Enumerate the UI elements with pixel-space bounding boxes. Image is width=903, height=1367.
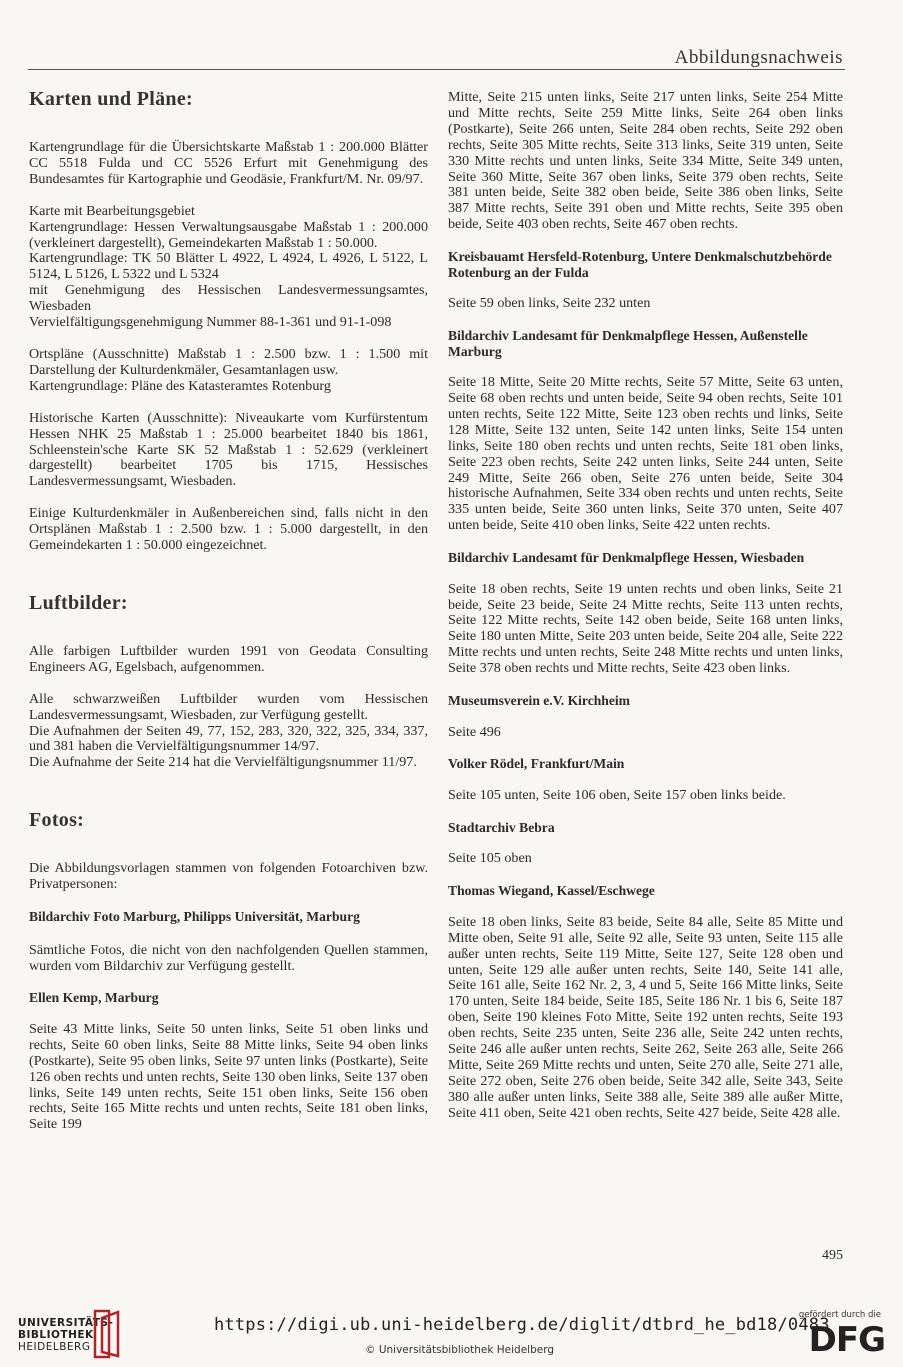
photos-paragraph-1: Die Abbildungsvorlagen stammen von folgenden Fotoarchiven bzw. Privatpersonen:	[29, 860, 428, 893]
source-heading: Bildarchiv Landesamt für Denkmalpflege Hessen, Wiesbaden	[448, 550, 805, 566]
source-heading: Thomas Wiegand, Kassel/Eschwege	[448, 883, 655, 899]
maps-paragraph-2-line-3: Kartengrundlage: TK 50 Blätter L 4922, L 4924, L 4926, L 5122, L 5124, L 5126, L 5322 und L 5324	[29, 250, 428, 283]
maps-paragraph-2-line-5: Vervielfältigungsgenehmigung Nummer 88-1-361 und 91-1-098	[29, 314, 392, 331]
library-name-line-1: UNIVERSITÄTS-	[18, 1317, 114, 1329]
maps-paragraph-3-line-1: Ortspläne (Ausschnitte) Maßstab 1 : 2.500 bzw. 1 : 1.500 mit Darstellung der Kulturdenkmäler, Gesamtanlagen usw.	[29, 345, 428, 378]
photos-section-title: Fotos:	[29, 809, 85, 832]
source-heading: Volker Rödel, Frankfurt/Main	[448, 756, 625, 772]
maps-section-title: Karten und Pläne:	[29, 88, 193, 110]
source-credits: Seite 105 unten, Seite 106 oben, Seite 157 oben links beide.	[448, 786, 786, 803]
source-credits: Seite 18 oben links, Seite 83 beide, Seite 84 alle, Seite 85 Mitte und Mitte oben, Seite 91 alle, Seite 92 alle, Seite 93 unten, Seite 115 alle außer unten rechts, Seite 119 Mitte, Seite 127, Seite 128 oben und unten, Seite 129 alle außer unten rechts, Seite 140, Seite 141 alle, Seite 161 alle, Seite 162 Nr. 2, 3, 4 und 5, Seite 166 Mitte links, Seite 170 unten, Seite 184 beide, Seite 185, Seite 186 Nr. 1 bis 6, Seite 187 oben, Seite 190 kleines Foto Mitte, Seite 192 unten rechts, Seite 193 oben rechts, Seite 235 unten, Seite 236 alle, Seite 242 unten rechts, Seite 246 alle außer unten rechts, Seite 262, Seite 263 alle, Seite 266 Mitte, Seite 269 Mitte rechts und unten, Seite 270 alle, Seite 271 alle, Seite 272 oben, Seite 276 oben beide, Seite 342 alle, Seite 343, Seite 380 alle außer unten links, Seite 388 alle, Seite 389 alle außer Mitte, Seite 411 oben, Seite 421 oben rechts, Seite 427 beide, Seite 428 alle.	[448, 913, 843, 1121]
running-title: Abbildungsnachweis	[674, 47, 843, 68]
viewer-footer	[0, 1300, 903, 1367]
maps-paragraph-3-line-2: Kartengrundlage: Pläne des Katasteramtes Rotenburg	[29, 377, 331, 394]
source-heading: Stadtarchiv Bebra	[448, 819, 555, 835]
aerial-paragraph-1: Alle farbigen Luftbilder wurden 1991 von Geodata Consulting Engineers AG, Egelsbach, aufgenommen.	[29, 642, 428, 675]
document-url-link[interactable]: https://digi.ub.uni-heidelberg.de/diglit/dtbrd_he_bd18/0483	[214, 1315, 830, 1335]
source-credits: Sämtliche Fotos, die nicht von den nachfolgenden Quellen stammen, wurden vom Bildarchiv zur Verfügung gestellt.	[29, 941, 428, 974]
dfg-logo: DFG	[808, 1320, 885, 1360]
left-column	[29, 88, 428, 1133]
source-credits: Seite 59 oben links, Seite 232 unten	[448, 295, 651, 312]
maps-paragraph-2-line-1: Karte mit Bearbeitungsgebiet	[29, 202, 195, 219]
aerial-paragraph-2-line-1: Alle schwarzweißen Luftbilder wurden vom Hessischen Landesvermessungsamt, Wiesbaden, zur Verfügung gestellt.	[29, 690, 428, 723]
source-heading: Ellen Kemp, Marburg	[29, 990, 159, 1006]
source-credits-continued: Mitte, Seite 215 unten links, Seite 217 unten links, Seite 254 Mitte und Mitte rechts, Seite 259 Mitte links, Seite 264 oben links (Postkarte), Seite 266 unten, Seite 284 oben rechts, Seite 292 oben rechts, Seite 305 Mitte rechts, Seite 313 links, Seite 319 unten, Seite 330 Mitte rechts und unten links, Seite 334 Mitte, Seite 349 unten, Seite 360 Mitte, Seite 367 oben links, Seite 379 oben rechts, Seite 381 unten beide, Seite 382 oben beide, Seite 386 oben links, Seite 387 Mitte rechts, Seite 391 oben und Mitte rechts, Seite 395 oben beide, Seite 403 oben rechts, Seite 467 oben rechts.	[448, 89, 843, 233]
aerial-section-title: Luftbilder:	[29, 591, 128, 614]
maps-paragraph-2-line-4: mit Genehmigung des Hessischen Landesvermessungsamtes, Wiesbaden	[29, 282, 428, 315]
source-credits: Seite 496	[448, 723, 501, 740]
right-column	[448, 90, 843, 1122]
source-heading: Bildarchiv Foto Marburg, Philipps Universität, Marburg	[29, 909, 360, 925]
copyright-notice: © Universitätsbibliothek Heidelberg	[365, 1344, 555, 1356]
source-heading: Museumsverein e.V. Kirchheim	[448, 693, 630, 709]
maps-paragraph-4: Historische Karten (Ausschnitte): Niveaukarte vom Kurfürstentum Hessen NHK 25 Maßstab 1 : 25.000 bearbeitet 1840 bis 1861, Schleenstein'sche Karte SK 52 Maßstab 1 : 52.629 (verkleinert dargestellt) bearbeitet 1705 bis 1715, Hessisches Landesvermessungsamt, Wiesbaden.	[29, 409, 428, 490]
source-heading: Bildarchiv Landesamt für Denkmalpflege Hessen, Außenstelle Marburg	[448, 328, 808, 359]
header-rule	[28, 69, 845, 70]
funding-note: gefördert durch die	[798, 1310, 881, 1320]
source-credits: Seite 105 oben	[448, 850, 532, 867]
maps-paragraph-2-line-2: Kartengrundlage: Hessen Verwaltungsausgabe Maßstab 1 : 200.000 (verkleinert dargestellt), Gemeindekarten Maßstab 1 : 50.000.	[29, 218, 428, 251]
source-credits: Seite 18 Mitte, Seite 20 Mitte rechts, Seite 57 Mitte, Seite 63 unten, Seite 68 oben rechts und unten beide, Seite 94 oben rechts, Seite 101 unten rechts, Seite 122 Mitte, Seite 123 oben rechts und links, Seite 128 Mitte, Seite 132 unten, Seite 142 unten links, Seite 154 unten links, Seite 180 oben rechts und unten rechts, Seite 181 oben links, Seite 223 oben rechts, Seite 242 unten links, Seite 244 unten, Seite 249 Mitte, Seite 266 oben, Seite 276 unten beide, Seite 304 historische Aufnahmen, Seite 334 oben rechts und unten rechts, Seite 335 unten beide, Seite 360 unten links, Seite 370 unten, Seite 407 unten beide, Seite 410 oben links, Seite 422 unten rechts.	[448, 374, 843, 534]
library-name-line-3: HEIDELBERG	[18, 1341, 91, 1353]
library-name-line-2: BIBLIOTHEK	[18, 1329, 94, 1341]
source-credits: Seite 18 oben rechts, Seite 19 unten rechts und oben links, Seite 21 beide, Seite 23 beide, Seite 24 Mitte rechts, Seite 113 unten rechts, Seite 122 Mitte rechts, Seite 142 oben beide, Seite 168 unten links, Seite 180 unten Mitte, Seite 203 unten beide, Seite 204 alle, Seite 222 Mitte rechts und unten rechts, Seite 248 Mitte rechts und unten links, Seite 378 oben rechts und Mitte rechts, Seite 423 oben links.	[448, 580, 843, 677]
aerial-paragraph-2-line-3: Die Aufnahme der Seite 214 hat die Vervielfältigungsnummer 11/97.	[29, 754, 417, 771]
page-number: 495	[822, 1248, 843, 1263]
maps-paragraph-5: Einige Kulturdenkmäler in Außenbereichen sind, falls nicht in den Ortsplänen Maßstab 1 : 2.500 bzw. 1 : 5.000 dargestellt, in den Gemeindekarten 1 : 50.000 eingezeichnet.	[29, 505, 428, 554]
source-heading: Kreisbauamt Hersfeld-Rotenburg, Untere Denkmalschutzbehörde Rotenburg an der Fulda	[448, 249, 832, 280]
aerial-paragraph-2-line-2: Die Aufnahmen der Seiten 49, 77, 152, 283, 320, 322, 325, 334, 337, und 381 haben die Vervielfältigungsnummer 14/97.	[29, 722, 428, 755]
source-credits: Seite 43 Mitte links, Seite 50 unten links, Seite 51 oben links und rechts, Seite 60 oben links, Seite 88 Mitte links, Seite 94 oben links (Postkarte), Seite 95 oben links, Seite 97 unten links (Postkarte), Seite 126 oben rechts und unten rechts, Seite 130 oben links, Seite 137 oben links, Seite 149 unten rechts, Seite 151 oben links, Seite 156 oben rechts, Seite 165 Mitte rechts und unten rechts, Seite 181 oben links, Seite 199	[29, 1020, 428, 1133]
library-logo-icon	[92, 1308, 122, 1360]
maps-paragraph-1: Kartengrundlage für die Übersichtskarte Maßstab 1 : 200.000 Blätter CC 5518 Fulda und CC 5526 Erfurt mit Genehmigung des Bundesamtes für Kartographie und Geodäsie, Frankfurt/M. Nr. 09/97.	[29, 139, 428, 187]
